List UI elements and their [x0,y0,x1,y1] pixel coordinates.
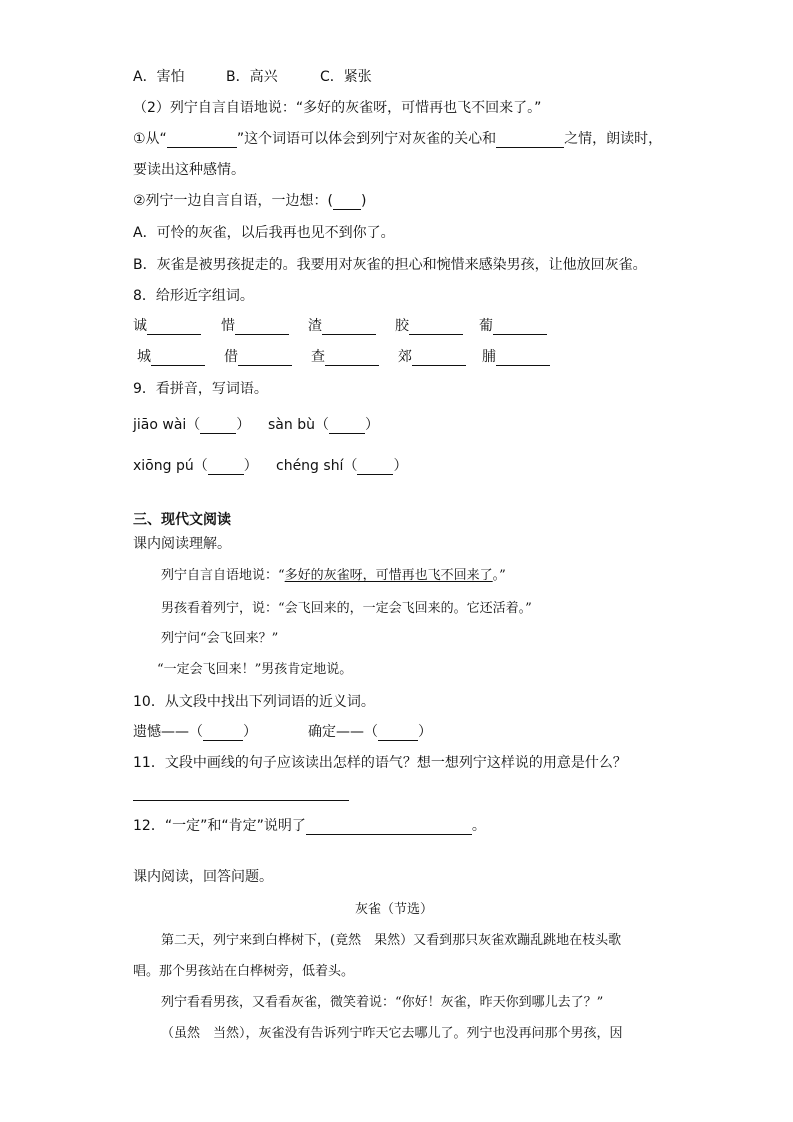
char: 诚 [133,318,147,334]
char: 惜 [221,318,235,334]
char-item [395,317,463,335]
paren-close: ） [364,417,379,433]
answer-blank[interactable] [238,351,292,366]
reading-intro: 课内阅读，回答问题。 [133,869,273,885]
paren-close: ） [393,458,408,474]
answer-blank[interactable] [378,726,418,741]
q7-2-option-a: A．可怜的灰雀，以后我再也见不到你了。 [133,225,395,241]
section-intro: 课内阅读理解。 [133,536,231,552]
blank-choice[interactable] [333,195,361,210]
reading-para-1a: 第二天，列宁来到白桦树下，(竟然 果然）又看到那只灰雀欢蹦乱跳地在枝头歌 [161,933,622,948]
reading-title: 灰雀（节选） [355,902,434,917]
synonym-item [308,723,432,741]
underlined-sentence: 多好的灰雀呀，可惜再也飞不回来了 [284,568,493,583]
char: 葡 [479,318,493,334]
pinyin-item [133,416,250,434]
q8-title: 8．给形近字组词。 [133,288,254,304]
synonym-item [133,723,257,741]
pinyin: xiōng pú（ [133,458,208,474]
q7-2-sub1-a: ①从“ [133,131,167,147]
q11-title: 11．文段中画线的句子应该读出怎样的语气？想一想列宁这样说的用意是什么？ [133,755,627,771]
passage-para-2: 男孩看着列宁，说：“会飞回来的，一定会飞回来的。它还活着。” [161,601,532,616]
answer-blank[interactable] [357,460,393,475]
q9-title: 9．看拼音，写词语。 [133,381,268,397]
word: 遗憾——（ [133,724,203,740]
option-a: A．害怕 [133,69,185,85]
answer-blank[interactable] [208,460,244,475]
answer-blank[interactable] [409,320,463,335]
char-item [308,317,376,335]
q7-2-sub1 [133,130,662,148]
q7-options [133,68,372,86]
char: 胶 [395,318,409,334]
answer-blank[interactable] [496,351,550,366]
pinyin-item [268,416,379,434]
answer-blank[interactable] [325,351,379,366]
paren-close: ） [236,417,251,433]
answer-blank[interactable] [322,320,376,335]
q7-2-sub2 [133,192,366,210]
answer-blank[interactable] [412,351,466,366]
passage-text: 。” [492,568,506,583]
answer-blank[interactable] [151,351,205,366]
q7-2-stem: （2）列宁自言自语地说：“多好的灰雀呀，可惜再也飞不回来了。” [133,100,542,116]
q10-title: 10．从文段中找出下列词语的近义词。 [133,694,375,710]
char-item [224,348,292,366]
blank-word[interactable] [167,133,237,148]
q11-answer-line[interactable] [133,800,349,801]
answer-blank[interactable] [306,820,472,835]
q7-2-option-b: B．灰雀是被男孩捉走的。我要用对灰雀的担心和惋惜来感染男孩，让他放回灰雀。 [133,257,647,273]
paren-close: ） [418,724,432,740]
answer-blank[interactable] [203,726,243,741]
passage-para-4: “一定会飞回来！”男孩肯定地说。 [157,662,353,677]
char-item [137,348,205,366]
answer-blank[interactable] [329,419,365,434]
q12-end: 。 [471,818,486,834]
passage-para-3: 列宁问“会飞回来？” [161,631,279,646]
pinyin-item [276,457,407,475]
q12 [133,817,486,835]
blank-feeling[interactable] [496,133,564,148]
char-item [398,348,466,366]
char: 郊 [398,349,412,365]
answer-blank[interactable] [147,320,201,335]
answer-blank[interactable] [493,320,547,335]
char: 渣 [308,318,322,334]
section-heading: 三、现代文阅读 [133,512,231,528]
reading-para-3: （虽然 当然），灰雀没有告诉列宁昨天它去哪儿了。列宁也没再问那个男孩，因 [161,1026,623,1041]
pinyin: jiāo wài（ [133,417,201,433]
pinyin: chéng shí（ [276,458,358,474]
q7-2-sub1-b: ”这个词语可以体会到列宁对灰雀的关心和 [236,131,497,147]
char: 借 [224,349,238,365]
answer-blank[interactable] [235,320,289,335]
paren-close: ) [361,193,367,209]
q7-2-sub1-cont: 要读出这种感情。 [133,162,245,178]
word: 确定——（ [308,724,378,740]
char: 查 [311,349,325,365]
answer-blank[interactable] [200,419,236,434]
pinyin-item [133,457,258,475]
q7-2-sub2-text: ②列宁一边自言自语，一边想：( [133,193,334,209]
reading-para-2: 列宁看看男孩，又看看灰雀，微笑着说：“你好！灰雀，昨天你到哪儿去了？” [161,995,604,1010]
char: 城 [137,349,151,365]
q7-2-sub1-c: 之情，朗读时， [564,131,663,147]
passage-para-1 [161,567,506,585]
paren-close: ） [243,458,258,474]
char-item [482,348,550,366]
paren-close: ） [243,724,257,740]
char-item [311,348,379,366]
char: 脯 [482,349,496,365]
char-item [133,317,201,335]
char-item [221,317,289,335]
pinyin: sàn bù（ [268,417,329,433]
option-b: B．高兴 [226,69,278,85]
passage-text: 列宁自言自语地说：“ [161,568,285,583]
reading-para-1b: 唱。那个男孩站在白桦树旁，低着头。 [133,964,355,979]
option-c: C．紧张 [320,69,372,85]
char-item [479,317,547,335]
q12-text: 12．“一定”和“肯定”说明了 [133,818,306,834]
